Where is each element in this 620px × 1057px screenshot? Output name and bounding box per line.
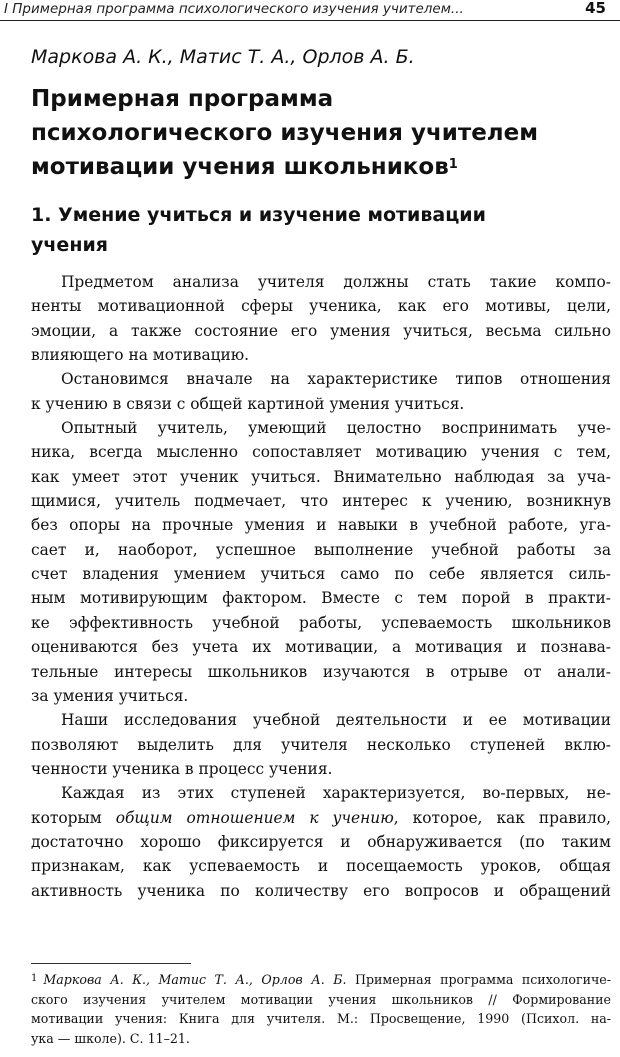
text-line: сает и, наоборот, успешное выполнение учебной работы за — [31, 540, 611, 559]
page-number: 45 — [585, 0, 606, 17]
footnote-line: мотивации учения: Книга для учителя. М.: Просвещение, 1990 (Психол. на- — [31, 1011, 611, 1026]
text-line: тельные интересы школьников изучаются в отрыве от анали- — [31, 662, 611, 681]
text-line: ника, всегда мысленно сопоставляет мотивацию учения с тем, — [31, 443, 611, 462]
section-heading — [31, 200, 611, 260]
footnote-line: ского изучения учителем мотивации учения школьников // Формирование — [31, 991, 611, 1007]
title-line — [31, 150, 611, 184]
title-line: Примерная программа — [31, 86, 334, 112]
title-line: психологического изучения учителем — [31, 120, 539, 146]
paragraph — [31, 367, 611, 416]
text-line: ным мотивирующим фактором. Вместе с тем порой в практи- — [31, 589, 611, 608]
footnote-text: Примерная программа психологиче- — [346, 972, 611, 987]
text-line: к учению в связи с общей картиной умения учиться. — [31, 394, 465, 413]
paragraph — [31, 270, 611, 367]
footnote-line — [31, 970, 611, 990]
body-text — [31, 270, 611, 903]
header-rule — [0, 20, 620, 21]
text-line: признакам, как успеваемость и посещаемость уроков, общая — [31, 857, 611, 876]
text-line: активность ученика по количеству его вопросов и обращений — [31, 881, 611, 900]
text-line: без опоры на прочные умения и навыки в учебной работе, уга- — [31, 516, 611, 535]
title-footnote-mark: 1 — [448, 157, 458, 172]
text-line: Каждая из этих ступеней характеризуется, во-первых, не- — [61, 784, 611, 803]
text-line: ченности ученика в процесс учения. — [31, 759, 333, 778]
article-authors: Маркова А. К., Матис Т. А., Орлов А. Б. — [31, 46, 415, 68]
section-heading-line: 1. Умение учиться и изучение мотивации — [31, 204, 486, 226]
footnote-rule — [31, 963, 191, 964]
text-line: достаточно хорошо фиксируется и обнаруживается (по таким — [31, 832, 611, 851]
page-header — [0, 0, 620, 22]
emphasized-text: общим отношением к учению — [115, 808, 394, 827]
text-line: позволяют выделить для учителя несколько ступеней вклю- — [31, 735, 611, 754]
article-title — [31, 82, 611, 184]
text-line: Предметом анализа учителя должны стать такие компо- — [61, 273, 611, 291]
footnote-line: ука — школе). С. 11–21. — [31, 1030, 190, 1046]
text-line: Опытный учитель, умеющий целостно воспринимать уче- — [61, 419, 611, 438]
paragraph — [31, 781, 611, 903]
text-line: оцениваются без учета их мотивации, а мотивация и познава- — [31, 638, 611, 657]
running-title: I Примерная программа психологического изучения учителем... — [4, 1, 464, 17]
paragraph — [31, 416, 611, 708]
title-line-text: мотивации учения школьников — [31, 154, 449, 180]
paragraph — [31, 708, 611, 781]
section-heading-line: учения — [31, 234, 108, 256]
text-line: ненты мотивационной сферы ученика, как его мотивы, цели, — [31, 297, 611, 316]
text-fragment: которым — [31, 808, 116, 827]
text-line — [31, 806, 611, 830]
text-line: за умения учиться. — [31, 686, 189, 705]
footnote-mark: 1 — [31, 973, 38, 984]
text-line: влияющего на мотивацию. — [31, 346, 250, 365]
text-line: Остановимся вначале на характеристике типов отношения — [61, 370, 611, 389]
text-line: эмоции, а также состояние его умения учиться, весьма сильно — [31, 321, 611, 340]
text-line: как умеет этот ученик учиться. Внимательно наблюдая за уча- — [31, 467, 611, 486]
text-fragment: , которое, как правило, — [393, 808, 611, 827]
text-line: ке эффективность учебной работы, успеваемость школьников — [31, 613, 611, 632]
footnote — [31, 970, 611, 1048]
text-line: щимися, учитель подмечает, что интерес к учению, возникнув — [31, 492, 611, 511]
text-line: Наши исследования учебной деятельности и ее мотивации — [61, 711, 611, 730]
footnote-authors: Маркова А. К., Матис Т. А., Орлов А. Б. — [43, 972, 347, 987]
text-line: счет владения умением учиться само по себе является силь- — [31, 565, 611, 584]
